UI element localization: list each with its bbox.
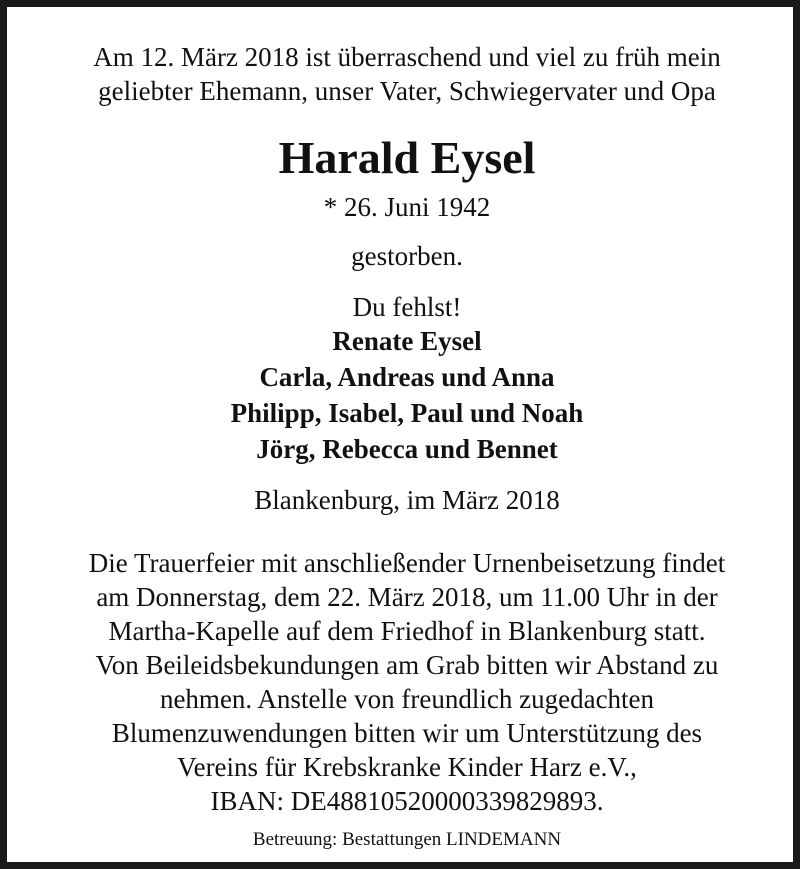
closing-phrase: Du fehlst! [352,292,462,322]
funeral-line: Die Trauerfeier mit anschließender Urnenbeisetzung findet [88,548,726,578]
funeral-line: am Donnerstag, dem 22. März 2018, um 11.00 Uhr in der [96,582,718,612]
mourner-name: Renate Eysel [332,326,482,356]
funeral-line: Martha-Kapelle auf dem Friedhof in Blankenburg statt. [108,616,706,646]
intro-line-2: geliebter Ehemann, unser Vater, Schwiegervater und Opa [98,76,716,106]
funeral-line: nehmen. Anstelle von freundlich zugedachten [159,684,655,714]
funeral-line: IBAN: DE48810520000339829893. [210,786,604,816]
mourner-name: Philipp, Isabel, Paul und Noah [230,398,584,428]
death-status: gestorben. [351,241,463,271]
deceased-name: Harald Eysel [278,132,536,183]
place-date: Blankenburg, im März 2018 [254,485,560,515]
funeral-line: Von Beileidsbekundungen am Grab bitten wir Abstand zu [95,650,719,680]
funeral-line: Blumenzuwendungen bitten wir um Unterstützung des [111,718,703,748]
mourner-name: Jörg, Rebecca und Bennet [256,434,558,464]
funeral-home-credit: Betreuung: Bestattungen LINDEMANN [252,829,562,850]
birth-date: * 26. Juni 1942 [323,192,491,222]
mourner-name: Carla, Andreas und Anna [259,362,555,392]
funeral-line: Vereins für Krebskranke Kinder Harz e.V., [177,752,637,782]
intro-line-1: Am 12. März 2018 ist überraschend und viel zu früh mein [93,42,721,72]
